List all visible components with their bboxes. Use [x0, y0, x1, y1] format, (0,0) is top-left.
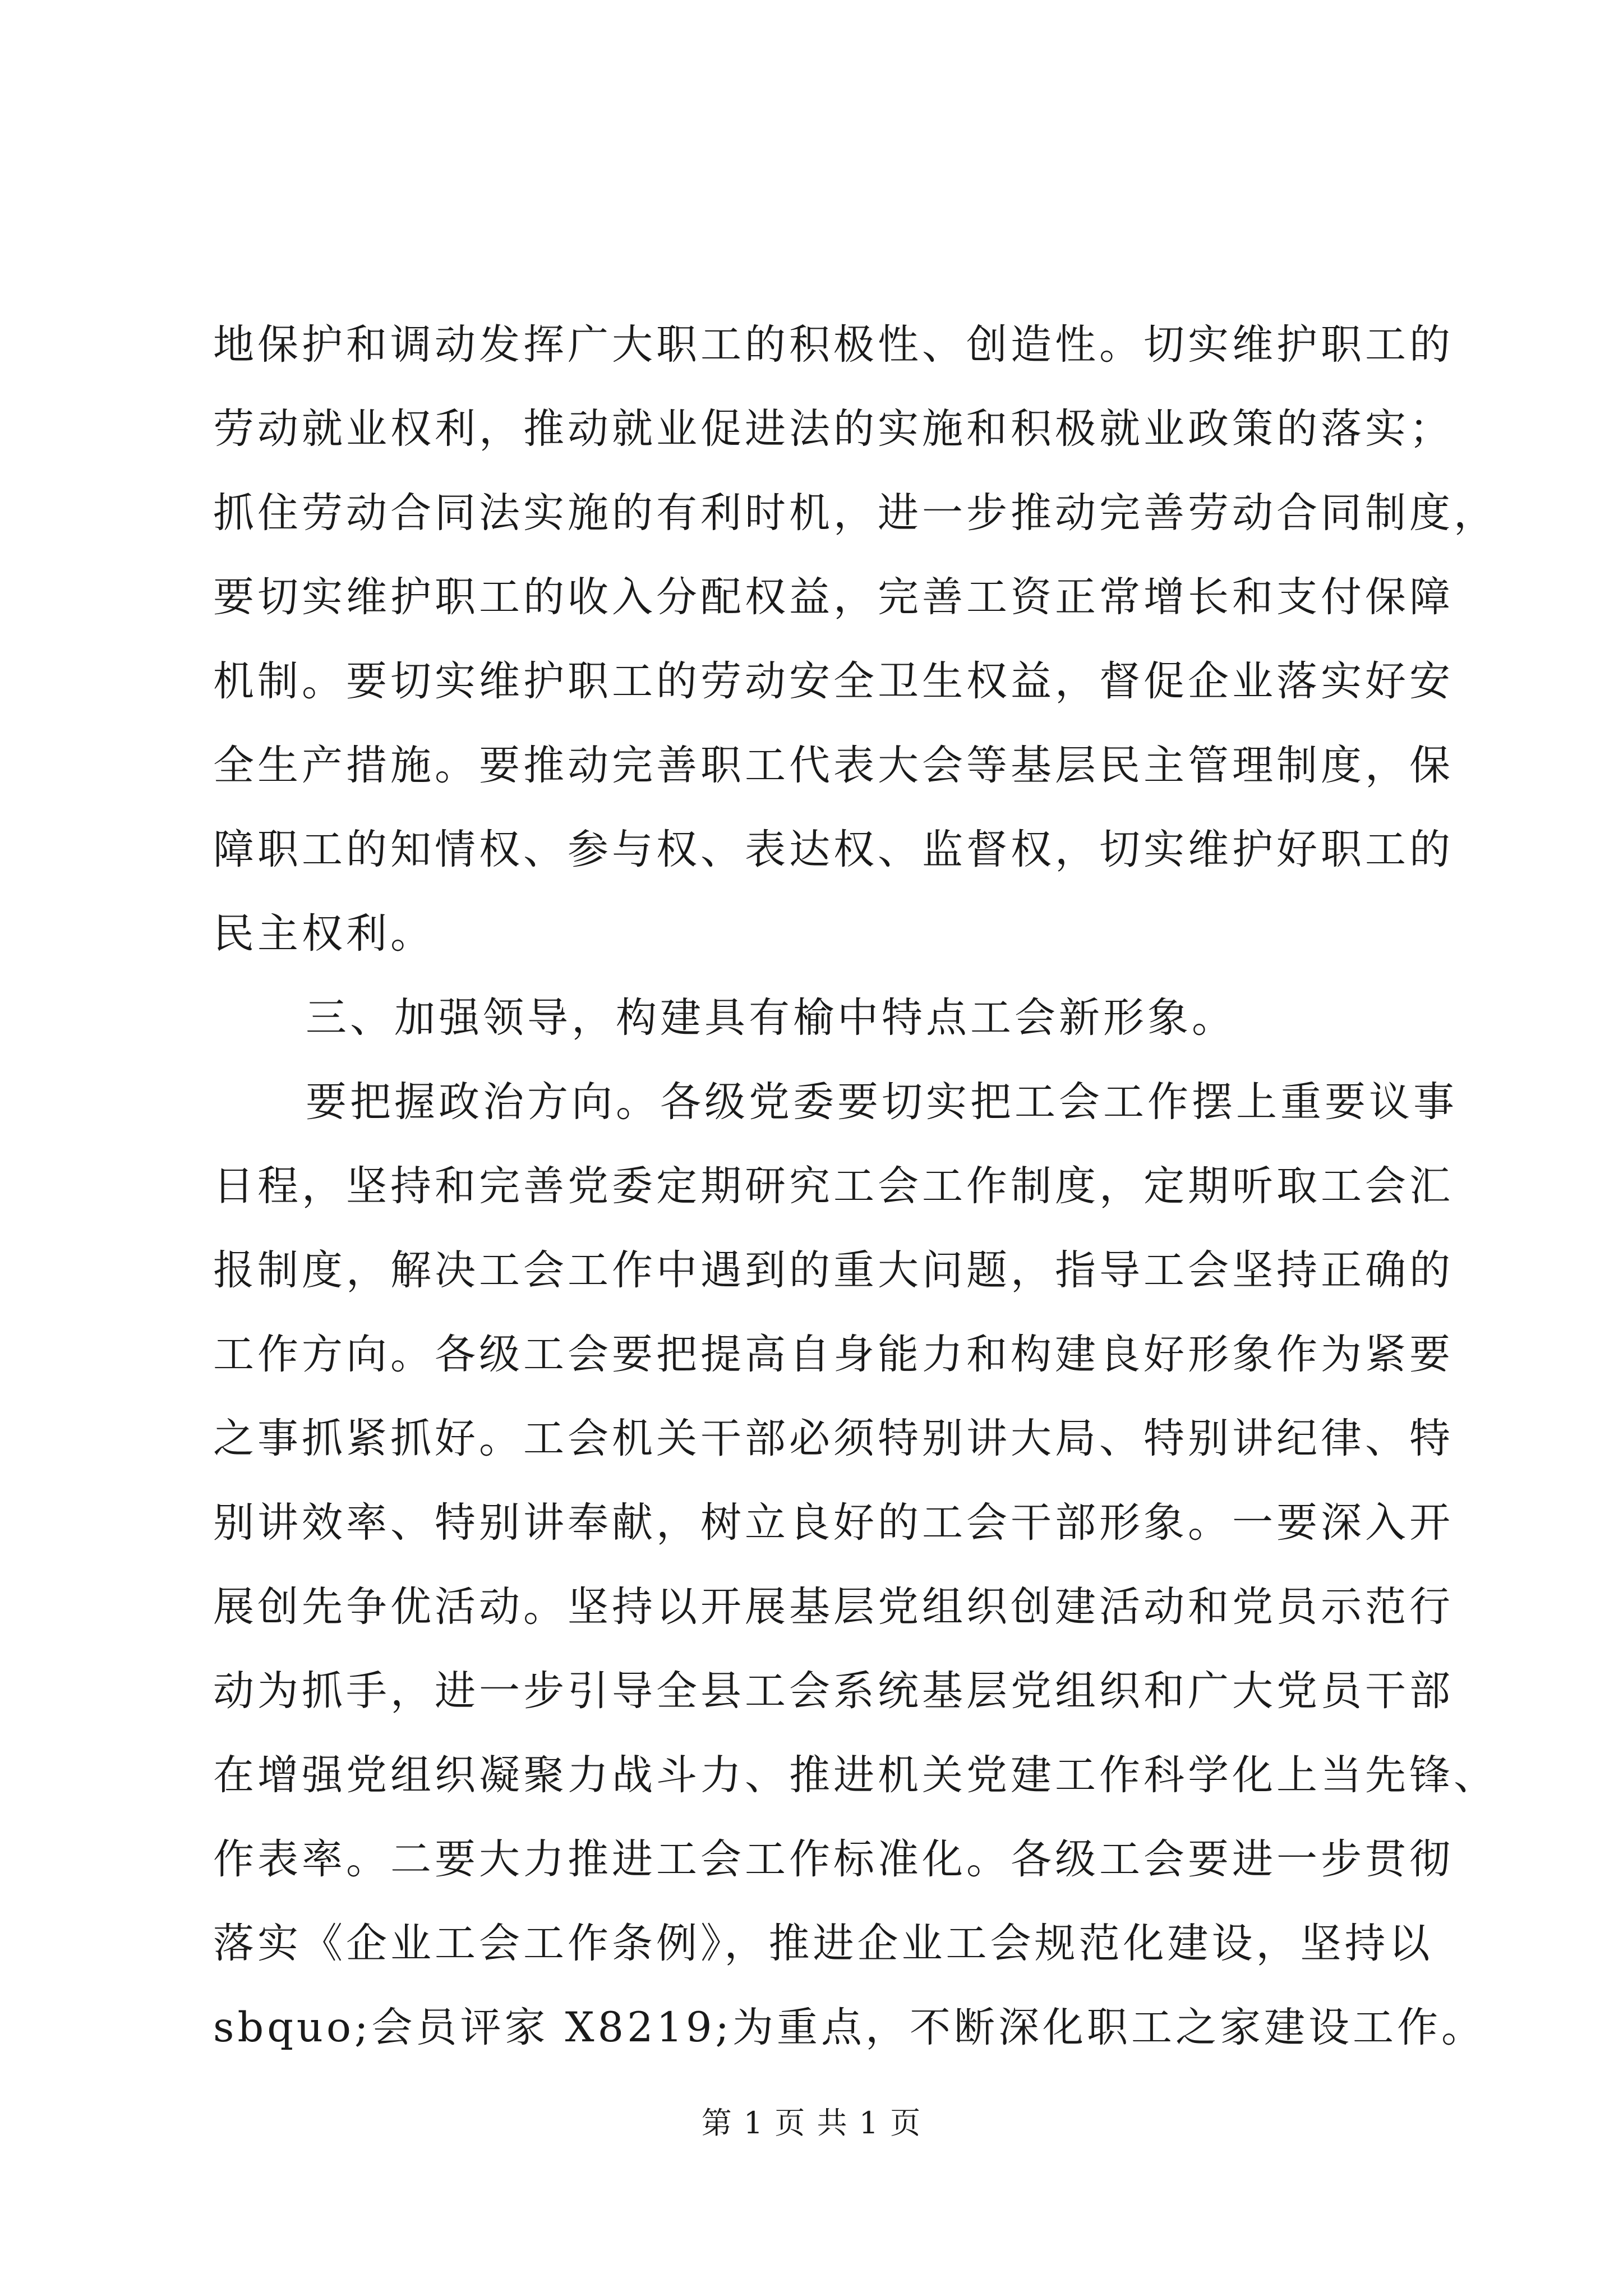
text-line: 机制。要切实维护职工的劳动安全卫生权益，督促企业落实好安 — [213, 657, 1454, 705]
text-line: 民主权利。 — [213, 910, 435, 958]
text-line: 要把握政治方向。各级党委要切实把工会工作摆上重要议事 — [306, 1078, 1458, 1126]
section-heading: 三、加强领导，构建具有榆中特点工会新形象。 — [306, 994, 1236, 1042]
text-line: 要切实维护职工的收入分配权益，完善工资正常增长和支付保障 — [213, 573, 1454, 621]
text-line: 在增强党组织凝聚力战斗力、推进机关党建工作科学化上当先锋、 — [213, 1751, 1498, 1799]
text-line: sbquo;会员评家 X8219;为重点，不断深化职工之家建设工作。 — [213, 2004, 1486, 2051]
document-body — [213, 303, 1498, 2070]
page-number-footer: 第 1 页 共 1 页 — [701, 2105, 922, 2141]
text-line: 地保护和调动发挥广大职工的积极性、创造性。切实维护职工的 — [213, 321, 1454, 369]
text-line: 作表率。二要大力推进工会工作标准化。各级工会要进一步贯彻 — [213, 1835, 1454, 1883]
text-line: 日程，坚持和完善党委定期研究工会工作制度，定期听取工会汇 — [213, 1162, 1454, 1210]
text-line: 报制度，解决工会工作中遇到的重大问题，指导工会坚持正确的 — [213, 1246, 1454, 1294]
text-line: 劳动就业权利，推动就业促进法的实施和积极就业政策的落实； — [213, 405, 1454, 453]
text-line: 抓住劳动合同法实施的有利时机，进一步推动完善劳动合同制度， — [213, 489, 1498, 537]
text-line: 障职工的知情权、参与权、表达权、监督权，切实维护好职工的 — [213, 826, 1454, 873]
text-line: 别讲效率、特别讲奉献，树立良好的工会干部形象。一要深入开 — [213, 1499, 1454, 1547]
text-line: 之事抓紧抓好。工会机关干部必须特别讲大局、特别讲纪律、特 — [213, 1415, 1454, 1462]
text-line: 展创先争优活动。坚持以开展基层党组织创建活动和党员示范行 — [213, 1583, 1454, 1631]
text-line: 全生产措施。要推动完善职工代表大会等基层民主管理制度，保 — [213, 742, 1454, 789]
text-line: 工作方向。各级工会要把提高自身能力和构建良好形象作为紧要 — [213, 1331, 1454, 1378]
text-line: 动为抓手，进一步引导全县工会系统基层党组织和广大党员干部 — [213, 1667, 1454, 1715]
text-line: 落实《企业工会工作条例》，推进企业工会规范化建设，坚持以 — [213, 1920, 1433, 1967]
